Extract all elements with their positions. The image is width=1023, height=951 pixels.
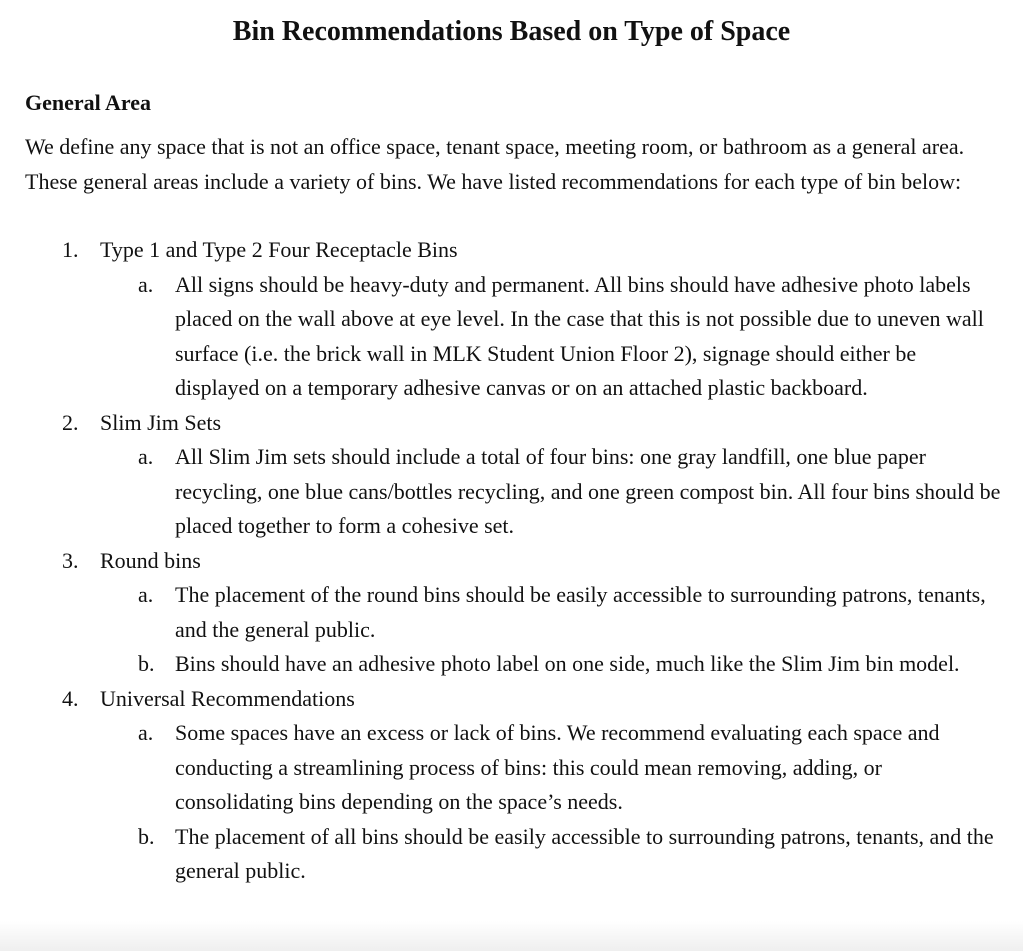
sub-list-item <box>0 820 1023 889</box>
sub-item-letter: b. <box>138 651 155 676</box>
sub-item-letter: a. <box>138 271 154 297</box>
sub-item-text: All Slim Jim sets should include a total of four bins: one gray landfill, one blue paper recycling, one blue cans/bottles recycling, and one green compost bin. All four bins should be placed together to form a cohesive set. <box>175 444 1001 538</box>
list-item-label: Round bins <box>100 547 201 573</box>
sub-item-letter: a. <box>138 444 154 469</box>
sub-item-text: The placement of all bins should be easily accessible to surrounding patrons, tenants, and the general public. <box>175 823 994 883</box>
sub-item-text: The placement of the round bins should be easily accessible to surrounding patrons, tenants, and the general public. <box>175 582 986 642</box>
list-item-number: 1. <box>62 237 79 262</box>
page-bottom-shadow <box>0 921 1023 951</box>
list-item <box>0 233 1023 268</box>
list-item-number: 3. <box>62 547 79 573</box>
sub-item-text: All signs should be heavy-duty and permanent. All bins should have adhesive photo labels placed on the wall above at eye level. In the case that this is not possible due to uneven wall surface (i.e. the brick wall in MLK Student Union Floor 2), signage should either be displayed on a temporary adhesive canvas or on an attached plastic backboard. <box>175 271 984 400</box>
list-item-label: Slim Jim Sets <box>100 409 222 435</box>
list-item-number: 2. <box>62 409 79 435</box>
list-item-label: Universal Recommendations <box>100 685 355 711</box>
sub-item-text: Some spaces have an excess or lack of bins. We recommend evaluating each space and conducting a streamlining process of bins: this could mean removing, adding, or consolidating bins depending on the space’s needs. <box>175 720 940 814</box>
list-item-label: Type 1 and Type 2 Four Receptacle Bins <box>100 237 458 262</box>
sub-item-letter: b. <box>138 823 155 849</box>
list-item <box>0 406 1023 441</box>
sub-item-letter: a. <box>138 582 154 607</box>
sub-list-item <box>0 647 1023 682</box>
list-item <box>0 544 1023 579</box>
document-title: Bin Recommendations Based on Type of Space <box>232 16 791 47</box>
sub-list-item <box>0 578 1023 647</box>
list-item <box>0 682 1023 717</box>
sub-item-text: Bins should have an adhesive photo label on one side, much like the Slim Jim bin model. <box>175 651 960 676</box>
sub-list-item <box>0 268 1023 406</box>
sub-list-item <box>0 716 1023 820</box>
sub-item-letter: a. <box>138 720 154 745</box>
intro-paragraph: We define any space that is not an office space, tenant space, meeting room, or bathroom as a general area. These general areas include a variety of bins. We have listed recommendations for each type of bin below: <box>25 134 965 194</box>
sub-list-item <box>0 440 1023 544</box>
list-item-number: 4. <box>62 685 79 711</box>
section-heading: General Area <box>25 90 152 115</box>
recommendation-list <box>0 233 1023 889</box>
